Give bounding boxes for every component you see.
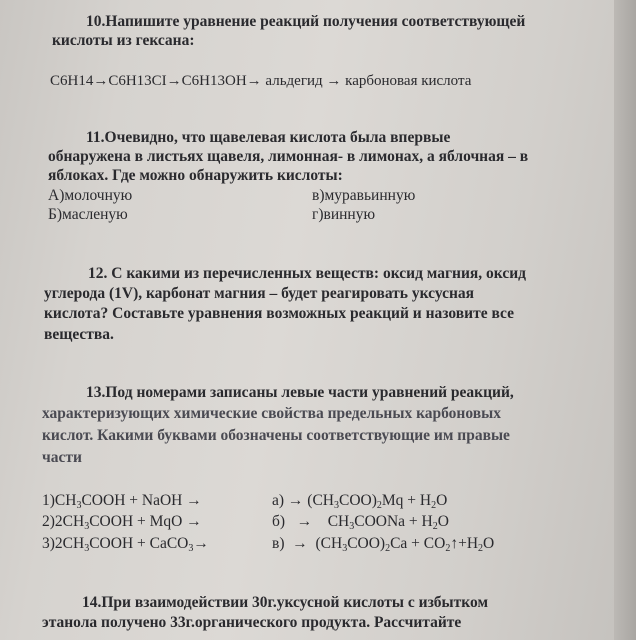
q11-option-v: в)муравьинную — [312, 187, 416, 204]
q13-text-line-1: 13.Под номерами записаны левые части уравнений реакций, — [86, 384, 514, 401]
q13-left-equation-2: $2)2CH_3COOH$ + MqO → — [42, 513, 202, 532]
q11-text-line-2: обнаружена в листьях щавеля, лимонная- в лимонах, а яблочная – в — [48, 148, 529, 165]
q12-text-line-3: кислота? Составьте уравнения возможных реакций и назовите все — [44, 305, 514, 322]
q14-text-line-2: этанола получено 33г.органического продукта. Рассчитайте — [42, 614, 462, 631]
q13-left-equation-3: $3)2CH_3COOH$ + CaCO$_3$→ — [42, 535, 209, 554]
q13-left-equation-1: $1)CH_3COOH$ + NaOH → — [42, 492, 202, 511]
q10-text-line-2: кислоты из гексана: — [52, 32, 195, 49]
q13-right-option-b: б) → $CH_3COONa + H_2O$ — [272, 513, 449, 532]
q11-option-b: Б)масленую — [48, 206, 128, 223]
q11-option-g: г)винную — [312, 206, 376, 223]
q11-option-a: А)молочную — [48, 187, 133, 204]
q10-reaction-chain: C6H14→C6H13CI→C6H13OH→ альдегид → карбоновая кислота — [50, 73, 472, 89]
q13-text-line-4: части — [42, 449, 82, 466]
q12-text-line-4: вещества. — [44, 326, 114, 343]
page-edge-shadow — [614, 0, 636, 640]
q11-text-line-1: 11.Очевидно, что щавелевая кислота была впервые — [86, 129, 451, 146]
q13-right-option-v: $в) \to (CH_3COO)_2Ca$ + $CO_2↑+H_2O$ — [272, 535, 495, 554]
q12-text-line-1: 12. С какими из перечисленных веществ: оксид магния, оксид — [88, 265, 526, 282]
q13-right-option-a: $а) \to (CH_3COO)_2Mq + H_2O$ — [272, 492, 448, 511]
q12-text-line-2: углерода (1V), карбонат магния – будет реагировать уксусная — [44, 285, 475, 302]
q10-text-line-1: 10.Напишите уравнение реакций получения соответствующей — [86, 13, 526, 30]
q14-text-line-1: 14.При взаимодействии 30г.уксусной кислоты с избытком — [82, 594, 489, 611]
q13-text-line-3: кислот. Какими буквами обозначены соответствующие им правые — [42, 427, 510, 444]
q11-text-line-3: яблоках. Где можно обнаружить кислоты: — [48, 167, 343, 184]
q13-text-line-2: характеризующих химические свойства предельных карбоновых — [42, 405, 501, 422]
